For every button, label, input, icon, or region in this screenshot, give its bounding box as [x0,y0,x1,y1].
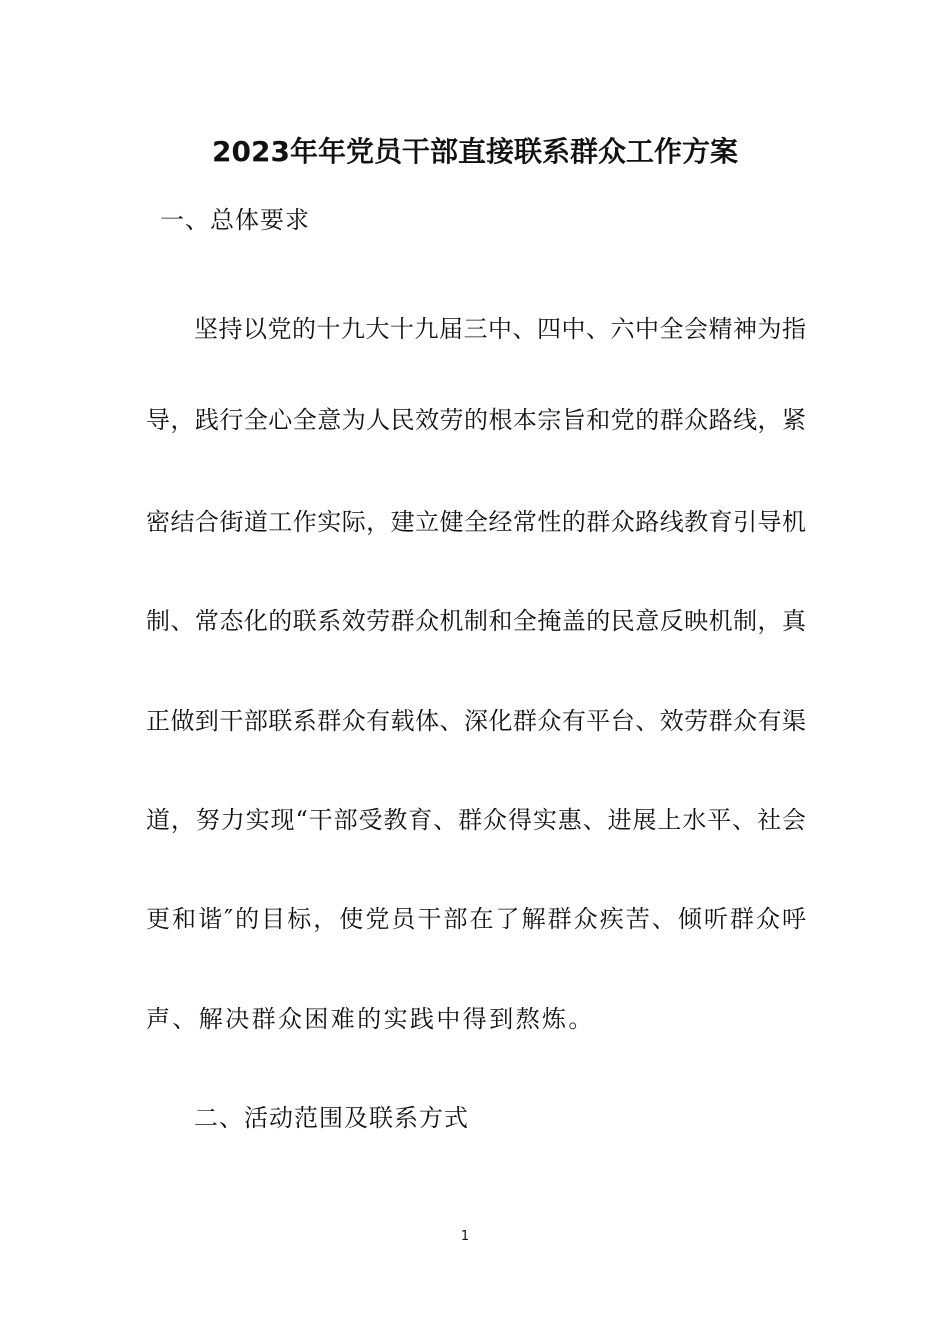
page-number: 1 [460,1229,470,1244]
section-heading-scope-and-contact: 二、活动范围及联系方式 [194,1104,469,1132]
paragraph-line: 声、解决群众困难的实践中得到熬炼。 [146,1005,595,1033]
paragraph-line: 导，践行全心全意为人民效劳的根本宗旨和党的群众路线，紧 [146,406,806,434]
section-heading-general-requirements: 一、总体要求 [160,206,310,234]
paragraph-line: 道，努力实现“干部受教育、群众得实惠、进展上水平、社会 [146,806,806,834]
paragraph-line: 正做到干部联系群众有载体、深化群众有平台、效劳群众有渠 [146,707,806,735]
paragraph-line: 制、常态化的联系效劳群众机制和全掩盖的民意反映机制，真 [146,607,806,635]
document-title: 2023年年党员干部直接联系群众工作方案 [212,135,738,168]
paragraph-line: 坚持以党的十九大十九届三中、四中、六中全会精神为指 [194,315,806,343]
paragraph-line: 密结合街道工作实际，建立健全经常性的群众路线教育引导机 [146,508,806,536]
paragraph-line: 更和谐″的目标，使党员干部在了解群众疾苦、倾听群众呼 [146,905,806,933]
